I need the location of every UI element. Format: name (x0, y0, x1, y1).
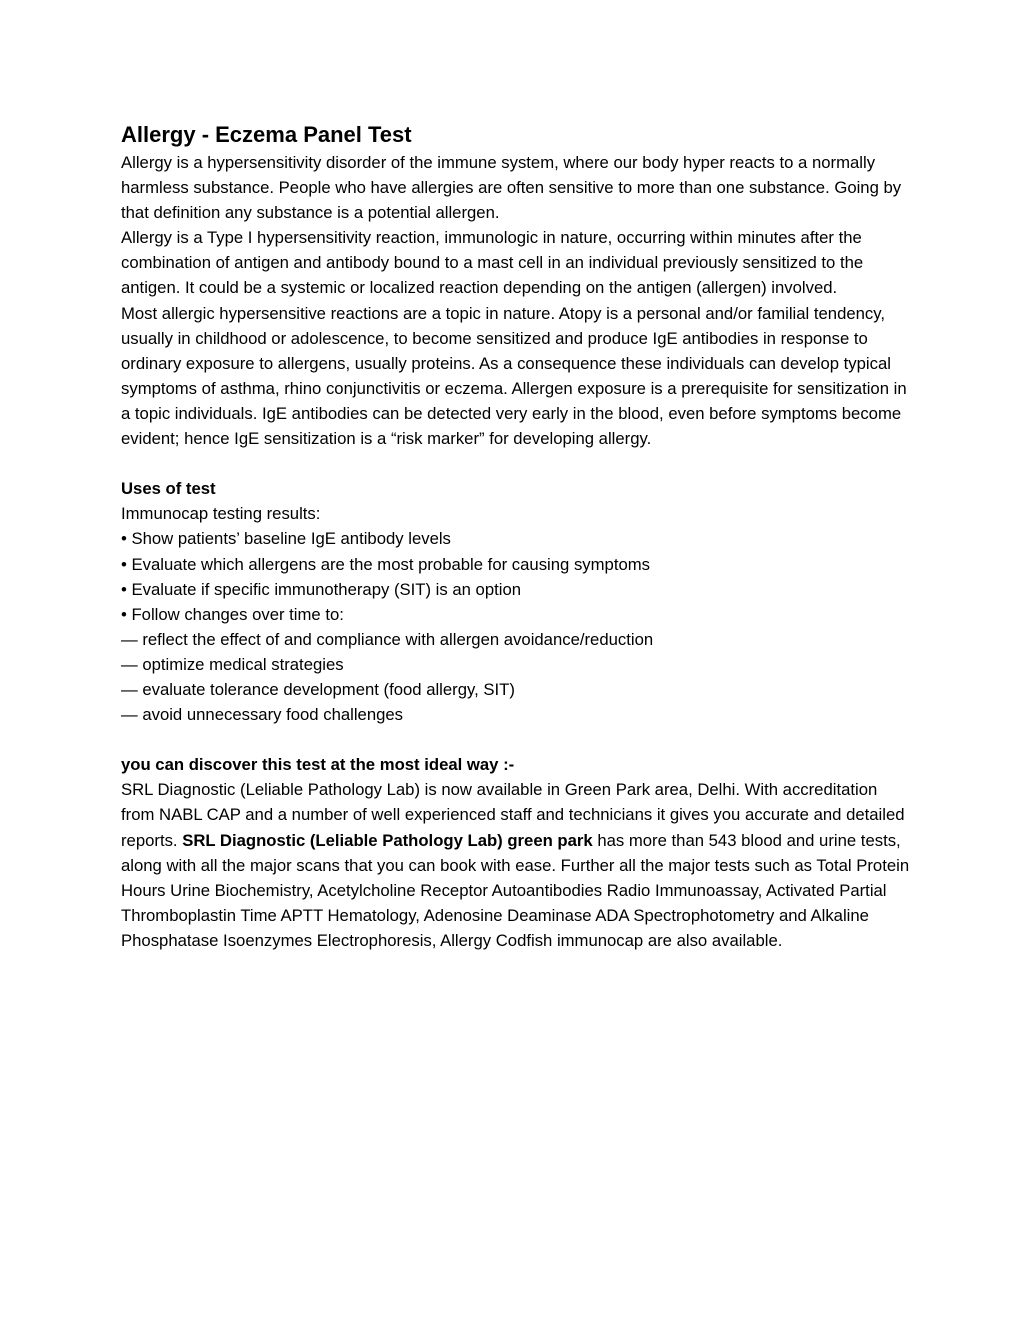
intro-paragraph-3: Most allergic hypersensitive reactions are a topic in nature. Atopy is a personal and/or familial tendency, usually in childhood or adolescence, to become sensitized and produce IgE antibodies in response to ordinary exposure to allergens, usually proteins. As a consequence these individuals can develop typical symptoms of asthma, rhino conjunctivitis or eczema. Allergen exposure is a prerequisite for sensitization in a topic individuals. IgE antibodies can be detected very early in the blood, even before symptoms become evident; hence IgE sensitization is a “risk marker” for developing allergy. (121, 303, 907, 449)
discover-text-after: has more than 543 blood and urine tests, along with all the major scans that you can book with ease. Further all the major tests such as Total Protein Hours Urine Biochemistry, Acetylcholine Receptor Autoantibodies Radio Immunoassay, Activated Partial Thromboplastin Time APTT Hematology, Adenosine Deaminase ADA Spectrophotometry and Alkaline Phosphatase Isoenzymes Electrophoresis, Allergy Codfish immunocap are also available. (121, 830, 910, 950)
list-item: • Evaluate if specific immunotherapy (SIT) is an option (121, 579, 522, 599)
discover-text-before: SRL Diagnostic (Leliable Pathology Lab) is now available in Green Park area, Delhi. With accreditation from NABL CAP and a number of well experienced staff and technicians it gives you accurate and detailed reports. (121, 780, 905, 850)
document-title: Allergy - Eczema Panel Test (121, 122, 412, 147)
list-item: • Evaluate which allergens are the most probable for causing symptoms (121, 554, 650, 574)
section-spacer (121, 727, 911, 752)
document-page (121, 120, 911, 953)
list-item: • Follow changes over time to: (121, 604, 344, 624)
uses-lead: Immunocap testing results: (121, 504, 321, 524)
discover-heading: you can discover this test at the most ideal way :- (121, 755, 515, 775)
list-item: — avoid unnecessary food challenges (121, 705, 404, 725)
discover-paragraph (121, 777, 911, 953)
uses-list (121, 526, 911, 727)
section-spacer (121, 451, 911, 476)
uses-heading: Uses of test (121, 479, 216, 499)
lab-name-bold: SRL Diagnostic (Leliable Pathology Lab) green park (182, 830, 593, 850)
list-item: — evaluate tolerance development (food allergy, SIT) (121, 679, 515, 699)
list-item: — optimize medical strategies (121, 654, 344, 674)
list-item: — reflect the effect of and compliance with allergen avoidance/reduction (121, 629, 654, 649)
list-item: • Show patients’ baseline IgE antibody levels (121, 529, 451, 549)
intro-paragraph-1: Allergy is a hypersensitivity disorder of the immune system, where our body hyper reacts to a normally harmless substance. People who have allergies are often sensitive to more than one substance. Going by that definition any substance is a potential allergen. (121, 153, 902, 223)
intro-paragraph-2: Allergy is a Type I hypersensitivity reaction, immunologic in nature, occurring within minutes after the combination of antigen and antibody bound to a mast cell in an individual previously sensitized to the antigen. It could be a systemic or localized reaction depending on the antigen (allergen) involved. (121, 228, 864, 298)
